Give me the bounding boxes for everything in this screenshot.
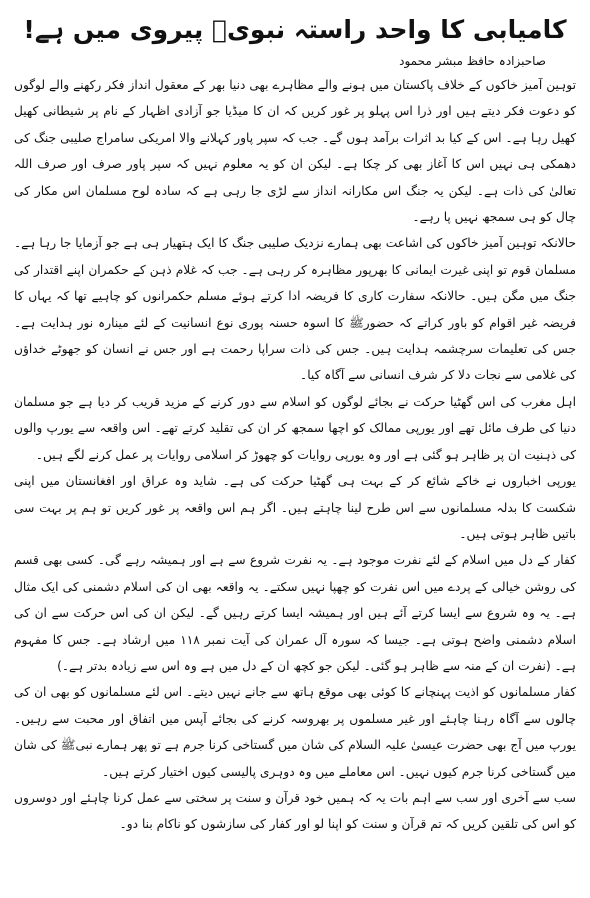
author-byline: صاحبزادہ حافظ مبشر محمود — [399, 54, 546, 68]
article-body — [14, 72, 576, 838]
paragraph: اہل مغرب کی اس گھٹیا حرکت نے بجائے لوگوں کو اسلام سے دور کرنے کے مزید قریب کر دیا ہے جو مسلمان دنیا کی طرف مائل تھے اور یورپی ممالک کو اچھا سمجھ کر ان کی تقلید کرتے تھے۔ اس واقعہ سے یورپ والوں کی ذہنیت ان پر ظاہر ہو گئی ہے اور وہ یورپی روایات کو چھوڑ کر اسلامی روایات پر عمل کرنے لگے ہیں۔ — [14, 394, 576, 462]
paragraph: توہین آمیز خاکوں کے خلاف پاکستان میں ہونے والے مظاہرے بھی دنیا بھر کے معقول انداز فکر رکھنے والے لوگوں کو دعوت فکر دیتے ہیں اور ذرا اس پہلو پر غور کریں کہ ان کا میڈیا جو آزادی اظہار کے نام پر شیطانی کھیل کھیل رہا ہے۔ اس کے کیا بد اثرات برآمد ہوں گے۔ جب کہ سپر پاور کہلانے والا امریکی سامراج صلیبی جنگ کی دھمکی ہی نہیں اس کا آغاز بھی کر چکا ہے۔ لیکن ان کو یہ معلوم نہیں کہ سپر پاور صرف اور صرف اللہ تعالیٰ کی ذات ہے۔ لیکن یہ جنگ اس مکارانہ انداز سے لڑی جا رہی ہے کہ سادہ لوح مسلمان اس مکار کی چال کو ہی سمجھ نہیں پا رہے۔ — [14, 78, 576, 225]
paragraph: سب سے آخری اور سب سے اہم بات یہ کہ ہمیں خود قرآن و سنت پر سختی سے عمل کرنا چاہئے اور دوسروں کو اس کی تلقین کریں کہ تم قرآن و سنت کو اپنا لو اور کفار کی سازشوں کو ناکام بنا دو۔ — [14, 790, 576, 832]
article-title: کامیابی کا واحد راستہ نبویؐ پیروی میں ہے! — [23, 15, 567, 44]
paragraph: کفار مسلمانوں کو اذیت پہنچانے کا کوئی بھی موقع ہاتھ سے جانے نہیں دیتے۔ اس لئے مسلمانوں کو بھی ان کی چالوں سے آگاہ رہنا چاہئے اور غیر مسلموں پر بھروسہ کرنے کی بجائے آپس میں اتفاق اور محبت سے رہیں۔ یورپ میں آج بھی حضرت عیسیٰ علیہ السلام کی شان میں گستاخی کرنا جرم ہے تو پھر ہمارے نبیﷺ کی شان میں گستاخی کرنا جرم کیوں نہیں۔ اس معاملے میں وہ دوہری پالیسی کیوں اختیار کرتے ہیں۔ — [14, 685, 576, 779]
paragraph: یورپی اخباروں نے خاکے شائع کر کے بہت ہی گھٹیا حرکت کی ہے۔ شاید وہ عراق اور افغانستان میں اپنی شکست کا بدلہ مسلمانوں سے اس طرح لینا چاہتے ہیں۔ اگر ہم اس واقعہ پر غور کریں تو ہم پر بہت سی باتیں ظاہر ہوتی ہیں۔ — [14, 474, 576, 541]
paragraph: حالانکہ توہین آمیز خاکوں کی اشاعت بھی ہمارے نزدیک صلیبی جنگ کا ایک ہتھیار ہی ہے جو آزمایا جا رہا ہے۔ مسلمان قوم تو اپنی غیرت ایمانی کا بھرپور مظاہرہ کر رہی ہے۔ جب کہ غلام ذہن کے حکمران اپنے اقتدار کی جنگ میں مگن ہیں۔ حالانکہ سفارت کاری کا فریضہ ادا کرتے ہوئے مسلم حکمرانوں کو چاہیے تھا کہ یہاں کا فریضہ غیر اقوام کو باور کراتے کہ حضورﷺ کا اسوہ حسنہ پوری نوع انسانیت کے لئے مینارہ نور ہدایت ہے۔ جس کی تعلیمات سرچشمہ ہدایت ہیں۔ جس کی ذات سراپا رحمت ہے اور جس نے انسان کو جھوٹے خداؤں کی غلامی سے نجات دلا کر شرف انسانی سے آگاہ کیا۔ — [14, 236, 576, 383]
paragraph: کفار کے دل میں اسلام کے لئے نفرت موجود ہے۔ یہ نفرت شروع سے ہے اور ہمیشہ رہے گی۔ کسی بھی قسم کی روشن خیالی کے پردے میں اس نفرت کو چھپا نہیں سکتے۔ یہ واقعہ بھی ان کی اسلام دشمنی کی ایک مثال ہے۔ یہ وہ شروع سے ایسا کرتے آئے ہیں اور ہمیشہ ایسا کرتے رہیں گے۔ لیکن ان کی اس حرکت سے ان کی اسلام دشمنی واضح ہوتی ہے۔ جیسا کہ سورہ آل عمران کی آیت نمبر ۱۱۸ میں ارشاد ہے۔ جس کا مفہوم ہے۔ (نفرت ان کے منہ سے ظاہر ہو گئی۔ لیکن جو کچھ ان کے دل میں ہے وہ اس سے زیادہ بدتر ہے۔) — [14, 553, 576, 673]
